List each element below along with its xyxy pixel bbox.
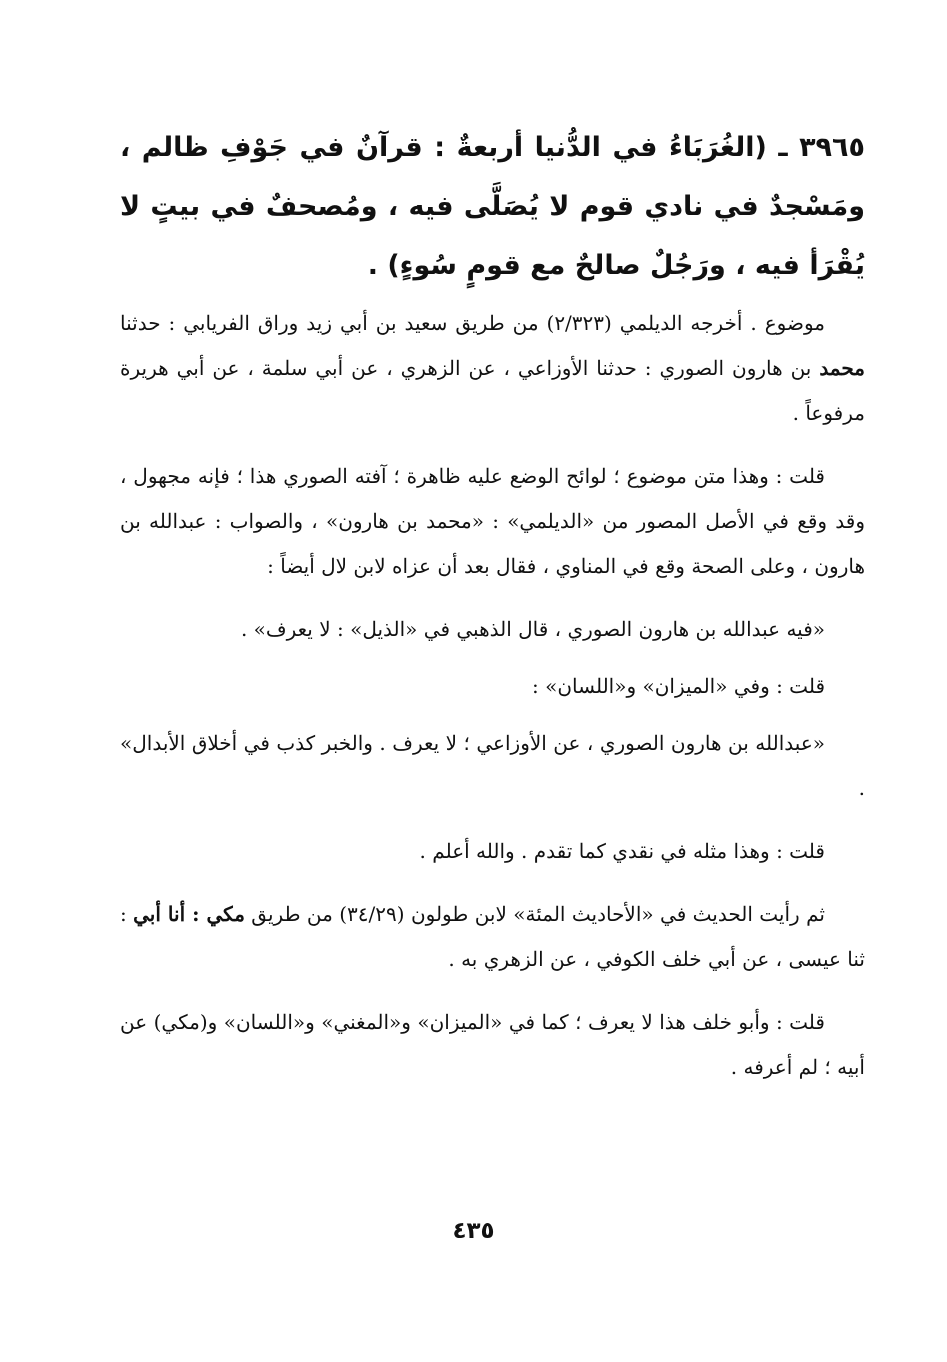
comment-text-3: قلت : وهذا مثله في نقدي كما تقدم . والله أعلم .	[419, 839, 825, 863]
hadith-body: ـ (الغُرَبَاءُ في الدُّنيا أربعةٌ : قرآنٌ في جَوْفِ ظالم ، ومَسْجدٌ في نادي قوم لا يُصَلَّى فيه ، ومُصحفٌ في بيتٍ لا يُقْرَأ فيه ، ورَجُلٌ صالحٌ مع قومٍ سُوءٍ) .	[120, 132, 865, 281]
page-content	[120, 118, 865, 1108]
quote-text-2: «عبدالله بن هارون الصوري ، عن الأوزاعي ؛ لا يعرف . والخبر كذب في أخلاق الأبدال» .	[120, 731, 865, 800]
comment-paragraph-3	[120, 829, 865, 874]
hadith-text	[120, 118, 865, 295]
comment-paragraph-4	[120, 1000, 865, 1090]
comment-text-2: قلت : وفي «الميزان» و«اللسان» :	[532, 674, 825, 698]
comment-text-4: قلت : وأبو خلف هذا لا يعرف ؛ كما في «الميزان» و«المغني» و«اللسان» و(مكي) عن أبيه ؛ لم أعرفه .	[120, 1010, 865, 1079]
comment-paragraph-2	[120, 664, 865, 709]
quote-text-1: «فيه عبدالله بن هارون الصوري ، قال الذهبي في «الذيل» : لا يعرف» .	[240, 617, 825, 641]
source-bold-name: مكي : أنا أبي	[133, 902, 245, 926]
takhrij-bold-name: محمد	[819, 356, 865, 380]
comment-paragraph-1	[120, 454, 865, 589]
hadith-number: ٣٩٦٥	[799, 132, 865, 163]
takhrij-text-2: بن هارون الصوري : حدثنا الأوزاعي ، عن الزهري ، عن أبي سلمة ، عن أبي هريرة مرفوعاً .	[120, 356, 865, 425]
comment-text-1: قلت : وهذا متن موضوع ؛ لوائح الوضع عليه ظاهرة ؛ آفته الصوري هذا ؛ فإنه مجهول ، وقد وقع في الأصل المصور من «الديلمي» : «محمد بن هارون» ، والصواب : عبدالله بن هارون ، وعلى الصحة وقع في المناوي ، فقال بعد أن عزاه لابن لال أيضاً :	[120, 464, 865, 578]
page-number: ٤٣٥	[452, 1218, 495, 1244]
takhrij-paragraph	[120, 301, 865, 436]
quote-paragraph-1	[120, 607, 865, 652]
source-text-2: : ثنا عيسى ، عن أبي خلف الكوفي ، عن الزهري به .	[120, 902, 865, 971]
takhrij-text-1: موضوع . أخرجه الديلمي (٢/٣٢٣) من طريق سعيد بن أبي زيد وراق الفريابي : حدثنا	[120, 311, 825, 335]
source-text-1: ثم رأيت الحديث في «الأحاديث المئة» لابن طولون (٣٤/٢٩) من طريق	[244, 902, 825, 926]
quote-paragraph-2	[120, 721, 865, 811]
source-paragraph	[120, 892, 865, 982]
